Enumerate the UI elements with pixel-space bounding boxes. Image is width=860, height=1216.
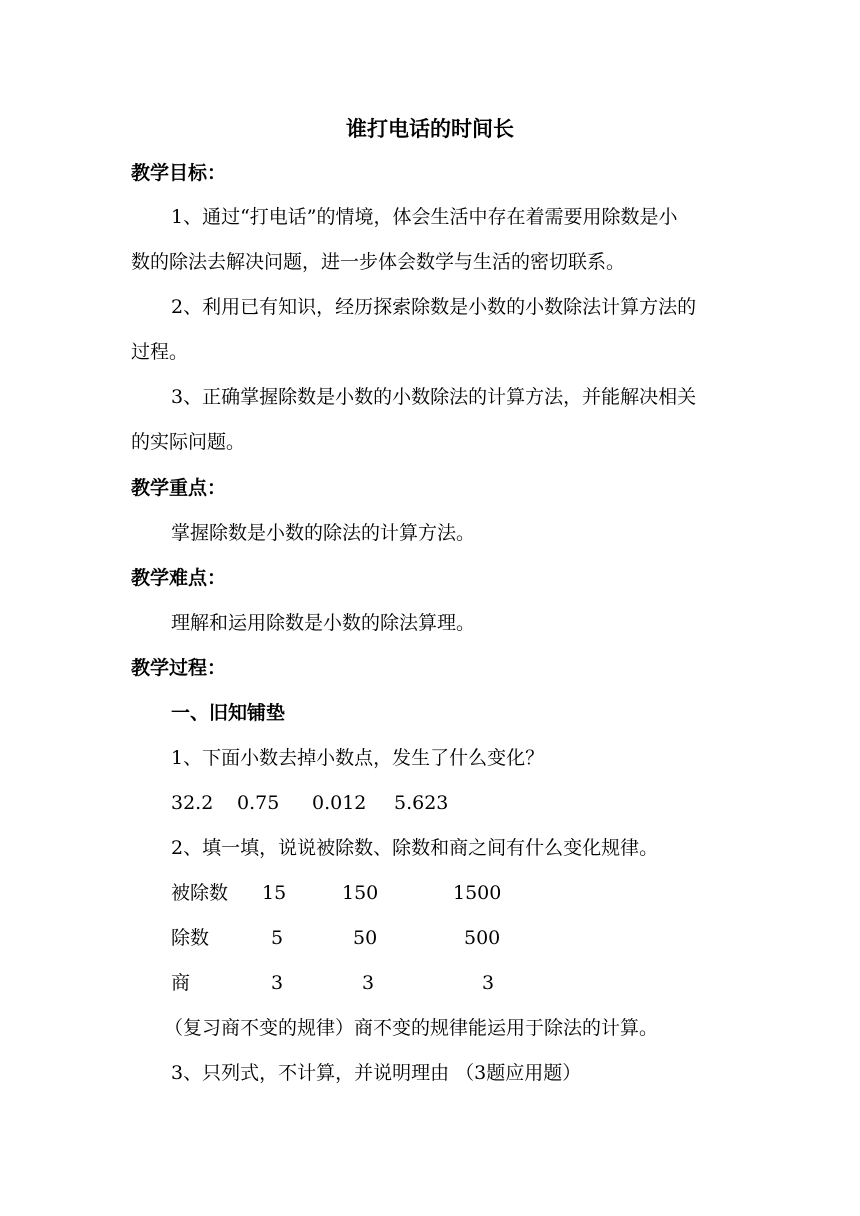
question-3: 3、只列式，不计算，并说明理由 （3题应用题） xyxy=(171,1062,582,1084)
objective-3-line-2: 的实际问题。 xyxy=(131,431,246,453)
table-cell: 1500 xyxy=(453,882,502,904)
table-cell: 3 xyxy=(271,972,284,994)
objective-2-line-2: 过程。 xyxy=(131,341,189,363)
table-row-label: 除数 xyxy=(171,927,210,949)
table-cell: 50 xyxy=(353,927,378,949)
key-point-heading: 教学重点： xyxy=(131,477,227,499)
table-row-label: 商 xyxy=(171,972,191,994)
decimal-number: 0.75 xyxy=(237,792,280,814)
difficulty-text: 理解和运用除数是小数的除法算理。 xyxy=(171,612,476,634)
table-cell: 3 xyxy=(482,972,495,994)
question-1: 1、下面小数去掉小数点，发生了什么变化？ xyxy=(171,747,545,769)
question-2: 2、填一填，说说被除数、除数和商之间有什么变化规律。 xyxy=(171,837,659,859)
decimal-number: 5.623 xyxy=(394,792,449,814)
table-cell: 3 xyxy=(362,972,375,994)
objectives-heading: 教学目标： xyxy=(131,162,227,184)
section-1-title: 一、旧知铺垫 xyxy=(171,702,286,724)
table-cell: 5 xyxy=(271,927,284,949)
table-cell: 15 xyxy=(262,882,287,904)
table-cell: 150 xyxy=(342,882,379,904)
key-point-text: 掌握除数是小数的除法的计算方法。 xyxy=(171,522,476,544)
table-cell: 500 xyxy=(464,927,501,949)
decimal-number: 0.012 xyxy=(312,792,367,814)
objective-1-line-2: 数的除法去解决问题，进一步体会数学与生活的密切联系。 xyxy=(131,251,626,273)
decimal-number: 32.2 xyxy=(171,792,214,814)
objective-1-line-1: 1、通过“打电话”的情境，体会生活中存在着需要用除数是小 xyxy=(171,206,678,228)
review-note: （复习商不变的规律）商不变的规律能运用于除法的计算。 xyxy=(164,1017,659,1039)
objective-3-line-1: 3、正确掌握除数是小数的小数除法的计算方法，并能解决相关 xyxy=(171,386,697,408)
document-title: 谁打电话的时间长 xyxy=(346,116,514,141)
difficulty-heading: 教学难点： xyxy=(131,567,227,589)
table-row-label: 被除数 xyxy=(171,882,229,904)
process-heading: 教学过程： xyxy=(131,657,227,679)
objective-2-line-1: 2、利用已有知识，经历探索除数是小数的小数除法计算方法的 xyxy=(171,296,697,318)
